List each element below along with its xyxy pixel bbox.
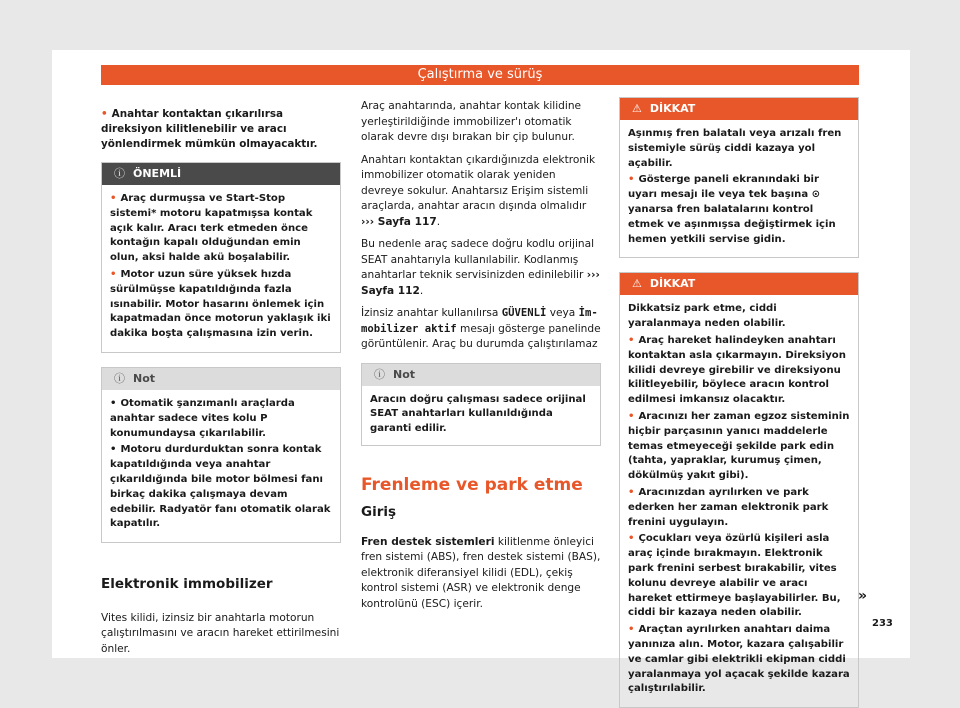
warning-item: Araç hareket halindeyken anahtarı kontaktan asla çıkarmayın. Direksiyon kilidi devreye girebilir ve direksiyonu kilitleyebilir, böylece aracın kontrol edilmesi imkansız olacaktır. xyxy=(628,334,846,406)
page-number: 233 xyxy=(872,618,893,629)
warning-item: Aracınızdan ayrılırken ve park ederken her zaman elektronik park frenini uygulayın. xyxy=(628,486,829,528)
bullet-dot: • xyxy=(628,624,635,636)
note-box xyxy=(101,367,341,543)
paragraph: Bu nedenle araç sadece doğru kodlu orijinal SEAT anahtarıyla kullanılabilir. Kodlanmış anahtarlar teknik servisinizden edinilebilir ››› Sayfa 112. xyxy=(361,238,600,297)
paragraph xyxy=(361,306,601,353)
column-left xyxy=(101,95,341,664)
page-link[interactable]: ››› Sayfa 112 xyxy=(361,269,600,297)
warning-item: Aracınızı her zaman egzoz sisteminin hiçbir parçasının yanıcı maddelerle temas etmeyeceği şekilde park edin (tahta, yapraklar, kurumuş çimen, dökülmüş yakıt gibi). xyxy=(628,410,850,482)
important-item: Araç durmuşsa ve Start-Stop sistemi* motoru kapatmışsa kontak açık kalır. Aracı terk etmeden önce kontağın kapalı olduğundan emin olun, aksi halde akü boşalabilir. xyxy=(110,193,313,264)
intro-bullet-text: Anahtar kontaktan çıkarılırsa direksiyon kilitlenebilir ve aracı yönlendirmek mümkün olmayacaktır. xyxy=(101,108,318,150)
page-link[interactable]: ››› Sayfa 117 xyxy=(361,215,437,228)
bullet-dot: • xyxy=(628,533,635,545)
warning-body xyxy=(620,120,858,257)
warning-header xyxy=(620,98,858,120)
bullet-dot: • xyxy=(628,174,635,186)
note-body xyxy=(102,390,340,542)
bullet-dot: • xyxy=(110,268,117,280)
intro-bullet xyxy=(101,107,341,152)
paragraph-text: Bu nedenle araç sadece doğru kodlu orijinal SEAT anahtarıyla kullanılabilir. Kodlanmış anahtarlar teknik servisinizden edinilebilir xyxy=(361,238,595,281)
warning-lead: Aşınmış fren balatalı veya arızalı fren sistemiyle sürüş ciddi kazaya yol açabilir. xyxy=(628,128,842,169)
paragraph-text: veya xyxy=(549,307,576,319)
warning-item: Gösterge paneli ekranındaki bir uyarı mesajı ile veya tek başına ⊙ yanarsa fren balatalarını kontrol etmek ve aşınmışsa değiştirmek için hemen yetkili servise gidin. xyxy=(628,174,836,245)
bullet-dot: • xyxy=(110,397,117,409)
info-circle-icon: ⓘ xyxy=(114,167,125,180)
paragraph xyxy=(361,535,601,613)
warning-item: Çocukları veya özürlü kişileri asla araç içinde bırakmayın. Elektronik park frenini serbest bırakabilir, vites kolunu devreye alabilir ve aracı hareket ettirmeye başlayabilirler. Bu, ciddi bir kazaya neden olabilir. xyxy=(628,533,841,619)
chapter-header: Çalıştırma ve sürüş xyxy=(101,65,859,85)
paragraph-text: kilitlenme önleyici fren sistemi (ABS), fren destek sistemi (BAS), elektronik diferansiyel kilidi (EDL), çekiş kontrol sistemi (ASR) ve elektronik denge kontrolünü (ESC) içerir. xyxy=(361,535,601,610)
warning-title: DİKKAT xyxy=(649,277,696,291)
warning-triangle-icon: ⚠ xyxy=(632,277,642,291)
note-header xyxy=(102,368,340,390)
note-body: Aracın doğru çalışması sadece orijinal SEAT anahtarları kullanıldığında garanti edilir. xyxy=(370,393,586,435)
important-body xyxy=(102,185,340,352)
paragraph-text: mesajı gösterge panelinde görüntülenir. Araç bu durumda çalıştırılamaz xyxy=(361,322,601,350)
important-item: Motor uzun süre yüksek hızda sürülmüşse kapatıldığında fazla ısınabilir. Motor hasarını önlemek için kapatmadan önce motorun yaklaşık iki dakika boşta çalışmasına izin verin. xyxy=(110,268,331,340)
note-title: Not xyxy=(393,367,416,381)
column-middle xyxy=(361,99,601,619)
paragraph: Anahtarı kontaktan çıkardığınızda elektronik immobilizer otomatik olarak yeniden devreye sokulur. Anahtarsız Erişim sistemli araçlarda, anahtar aracın dışında olmalıdır ››› Sayfa 117. xyxy=(361,153,596,228)
note-item: Otomatik şanzımanlı araçlarda anahtar sadece vites kolu P konumundaysa çıkarılabilir. xyxy=(110,397,295,439)
important-title: ÖNEMLİ xyxy=(133,167,182,180)
paragraph-text: İzinsiz anahtar kullanılırsa xyxy=(361,307,499,319)
warning-title: DİKKAT xyxy=(649,102,696,115)
paragraph: Araç anahtarında, anahtar kontak kilidine yerleştirildiğinde immobilizer'ı otomatik olarak devre dışı bırakan bir çip bulunur. xyxy=(361,100,582,143)
section-text: Vites kilidi, izinsiz bir anahtarla motorun çalıştırılmasını ve aracın hareket ettirilmesini önler. xyxy=(101,611,340,655)
section-subheading: Giriş xyxy=(361,504,397,521)
important-box xyxy=(101,162,341,353)
section-title: Elektronik immobilizer xyxy=(101,576,273,593)
section-heading: Frenleme ve park etme xyxy=(361,474,583,495)
paragraph-bold: Fren destek sistemleri xyxy=(361,535,495,548)
continue-mark: » xyxy=(858,588,868,604)
warning-body xyxy=(620,295,858,707)
warning-item: Araçtan ayrılırken anahtarı daima yanınıza alın. Motor, kazara çalışabilir ve camlar gibi elektrikli ekipman ciddi yaralanmaya yol açacak şekilde kazara çalıştırılabilir. xyxy=(628,624,850,695)
bullet-dot: • xyxy=(110,193,117,204)
warning-lead: Dikkatsiz park etme, ciddi yaralanmaya neden olabilir. xyxy=(628,303,786,330)
note-box xyxy=(361,363,601,446)
warning-triangle-icon: ⚠ xyxy=(632,102,642,115)
bullet-dot: • xyxy=(628,486,635,498)
important-header xyxy=(102,163,340,185)
info-icon: ⓘ xyxy=(114,371,125,385)
bullet-dot: • xyxy=(101,108,108,120)
bullet-dot: • xyxy=(628,410,635,422)
paragraph-text: Anahtarı kontaktan çıkardığınızda elektronik immobilizer otomatik olarak yeniden devreye sokulur. Anahtarsız Erişim sistemli araçlarda, anahtar aracın dışında olmalıdır xyxy=(361,153,596,212)
display-message-code: GÜVENLİ xyxy=(501,307,547,319)
bullet-dot: • xyxy=(110,444,117,456)
bullet-dot: • xyxy=(628,334,635,346)
display-message-code: İm-mobilizer aktif xyxy=(361,307,598,335)
note-header xyxy=(362,364,600,386)
column-right xyxy=(619,97,859,708)
note-item: Motoru durdurduktan sonra kontak kapatıldığında veya anahtar çıkarıldığında bile motor bölmesi fanı birkaç dakika çalışmaya devam edebilir. Radyatör fanı otomatik olarak kapatılır. xyxy=(110,444,331,530)
note-title: Not xyxy=(133,371,156,385)
warning-box xyxy=(619,272,859,708)
warning-header xyxy=(620,273,858,295)
warning-box xyxy=(619,97,859,258)
info-icon: ⓘ xyxy=(374,367,385,381)
